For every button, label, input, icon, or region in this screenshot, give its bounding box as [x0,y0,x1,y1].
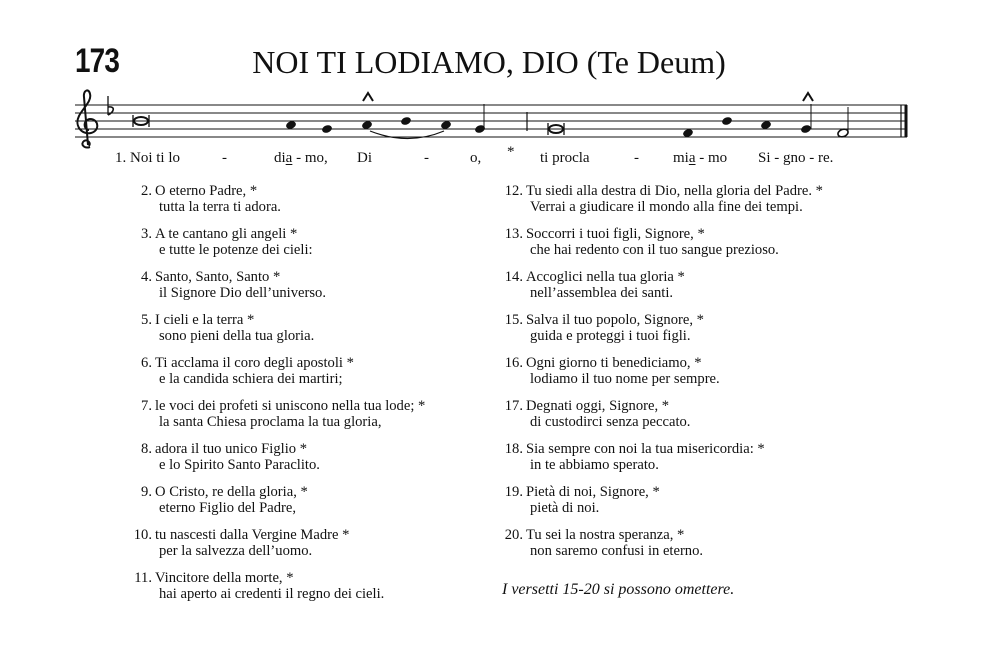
verse-number: 13. [504,226,523,242]
lyric-syllable [673,150,727,167]
verse-line-1: Salva il tuo popolo, Signore, * [526,312,704,328]
verse-line-1: Tu siedi alla destra di Dio, nella gloria del Padre. * [526,183,823,199]
lyric-part: mi [673,150,689,166]
verse-line-2: il Signore Dio dell’universo. [159,285,326,301]
verse-line-1: Tu sei la nostra speranza, * [526,527,685,543]
verse-line-1: Degnati oggi, Signore, * [526,398,670,414]
lyric-accent-part: a [688,150,696,166]
verse-line-2: lodiamo il tuo nome per sempre. [530,371,720,387]
half-note [837,107,849,138]
verse-number: 15. [504,312,523,328]
verse-line-1: tu nascesti dalla Vergine Madre * [155,527,350,543]
verse-line-2: e lo Spirito Santo Paraclito. [159,457,320,473]
verse-number: 2. [141,183,152,199]
verse-line-2: Verrai a giudicare il mondo alla fine dei tempi. [530,199,803,215]
lyric-syllable: 1. Noi ti lo [115,150,181,166]
lyric-syllable: ti procla [540,150,590,166]
lyric-hyphen: - [424,150,429,166]
verse-line-2: per la salvezza dell’uomo. [159,543,313,559]
verse-number: 18. [504,441,523,457]
lyric-part: di [274,150,286,166]
verse-number: 3. [141,226,152,242]
verse-number: 11. [134,570,152,586]
verse-line-1: Vincitore della morte, * [155,570,294,586]
verse-line-2: sono pieni della tua gloria. [159,328,315,344]
hymn-number: 173 [75,42,120,80]
verse-line-1: le voci dei profeti si uniscono nella tua lode; * [155,398,426,414]
verse-number: 17. [504,398,523,414]
verse-line-2: tutta la terra ti adora. [159,199,281,215]
verse-number: 16. [504,355,523,371]
lyric-syllable: o, [470,150,482,166]
lyric-accent-part: a [285,150,293,166]
lyric-part: - mo, [292,150,328,166]
verse-line-2: e tutte le potenze dei cieli: [159,242,313,258]
verse-line-1: Sia sempre con noi la tua misericordia: * [526,441,765,457]
verse-number: 14. [504,269,523,285]
verse-line-2: guida e proteggi i tuoi figli. [530,328,691,344]
verse-number: 7. [141,398,152,414]
lyric-hyphen: - [222,150,227,166]
verse-number: 20. [504,527,523,543]
lyric-part: - mo [695,150,728,166]
verse-number: 8. [141,441,152,457]
verse-number: 9. [141,484,152,500]
verse-line-2: hai aperto ai credenti il regno dei cieli. [159,586,385,602]
verse-line-2: di custodirci senza peccato. [530,414,691,430]
verse-line-2: la santa Chiesa proclama la tua gloria, [159,414,382,430]
verse-line-1: Accoglici nella tua gloria * [526,269,685,285]
verse-line-1: adora il tuo unico Figlio * [155,441,308,457]
verse-number: 4. [141,269,152,285]
hymn-title-text: NOI TI LODIAMO, DIO (Te Deum) [252,44,726,80]
accent-icon [803,93,813,101]
verse-line-1: O eterno Padre, * [155,183,258,199]
verse-line-2: pietà di noi. [530,500,600,516]
verse-line-2: eterno Figlio del Padre, [159,500,296,516]
verse-number: 6. [141,355,152,371]
verse-number: 12. [504,183,523,199]
verse-line-2: non saremo confusi in eterno. [530,543,704,559]
lyric-asterisk: * [507,144,515,160]
lyric-syllable: Si - gno - re. [758,150,834,166]
verse-number: 10. [133,527,152,543]
lyric-syllable: Di [357,150,372,166]
accent-icon [363,93,373,101]
footnote: I versetti 15-20 si possono omettere. [502,581,735,598]
verse-line-2: e la candida schiera dei martiri; [159,371,343,387]
verse-line-1: Soccorri i tuoi figli, Signore, * [526,226,705,242]
verse-line-1: Ti acclama il coro degli apostoli * [155,355,354,371]
verse-line-2: che hai redento con il tuo sangue prezioso. [530,242,779,258]
verse-line-1: Santo, Santo, Santo * [155,269,281,285]
verse-line-1: I cieli e la terra * [155,312,255,328]
verse-line-1: Ogni giorno ti benediciamo, * [526,355,702,371]
verse-line-1: A te cantano gli angeli * [155,226,298,242]
treble-clef-icon [77,90,97,147]
verse-number: 5. [141,312,152,328]
verse-number: 19. [504,484,523,500]
lyric-hyphen: - [634,150,639,166]
verse-line-1: O Cristo, re della gloria, * [155,484,308,500]
lyric-syllable [274,150,328,167]
verse-line-1: Pietà di noi, Signore, * [526,484,660,500]
verse-line-2: nell’assemblea dei santi. [530,285,674,301]
verse-line-2: in te abbiamo sperato. [530,457,659,473]
